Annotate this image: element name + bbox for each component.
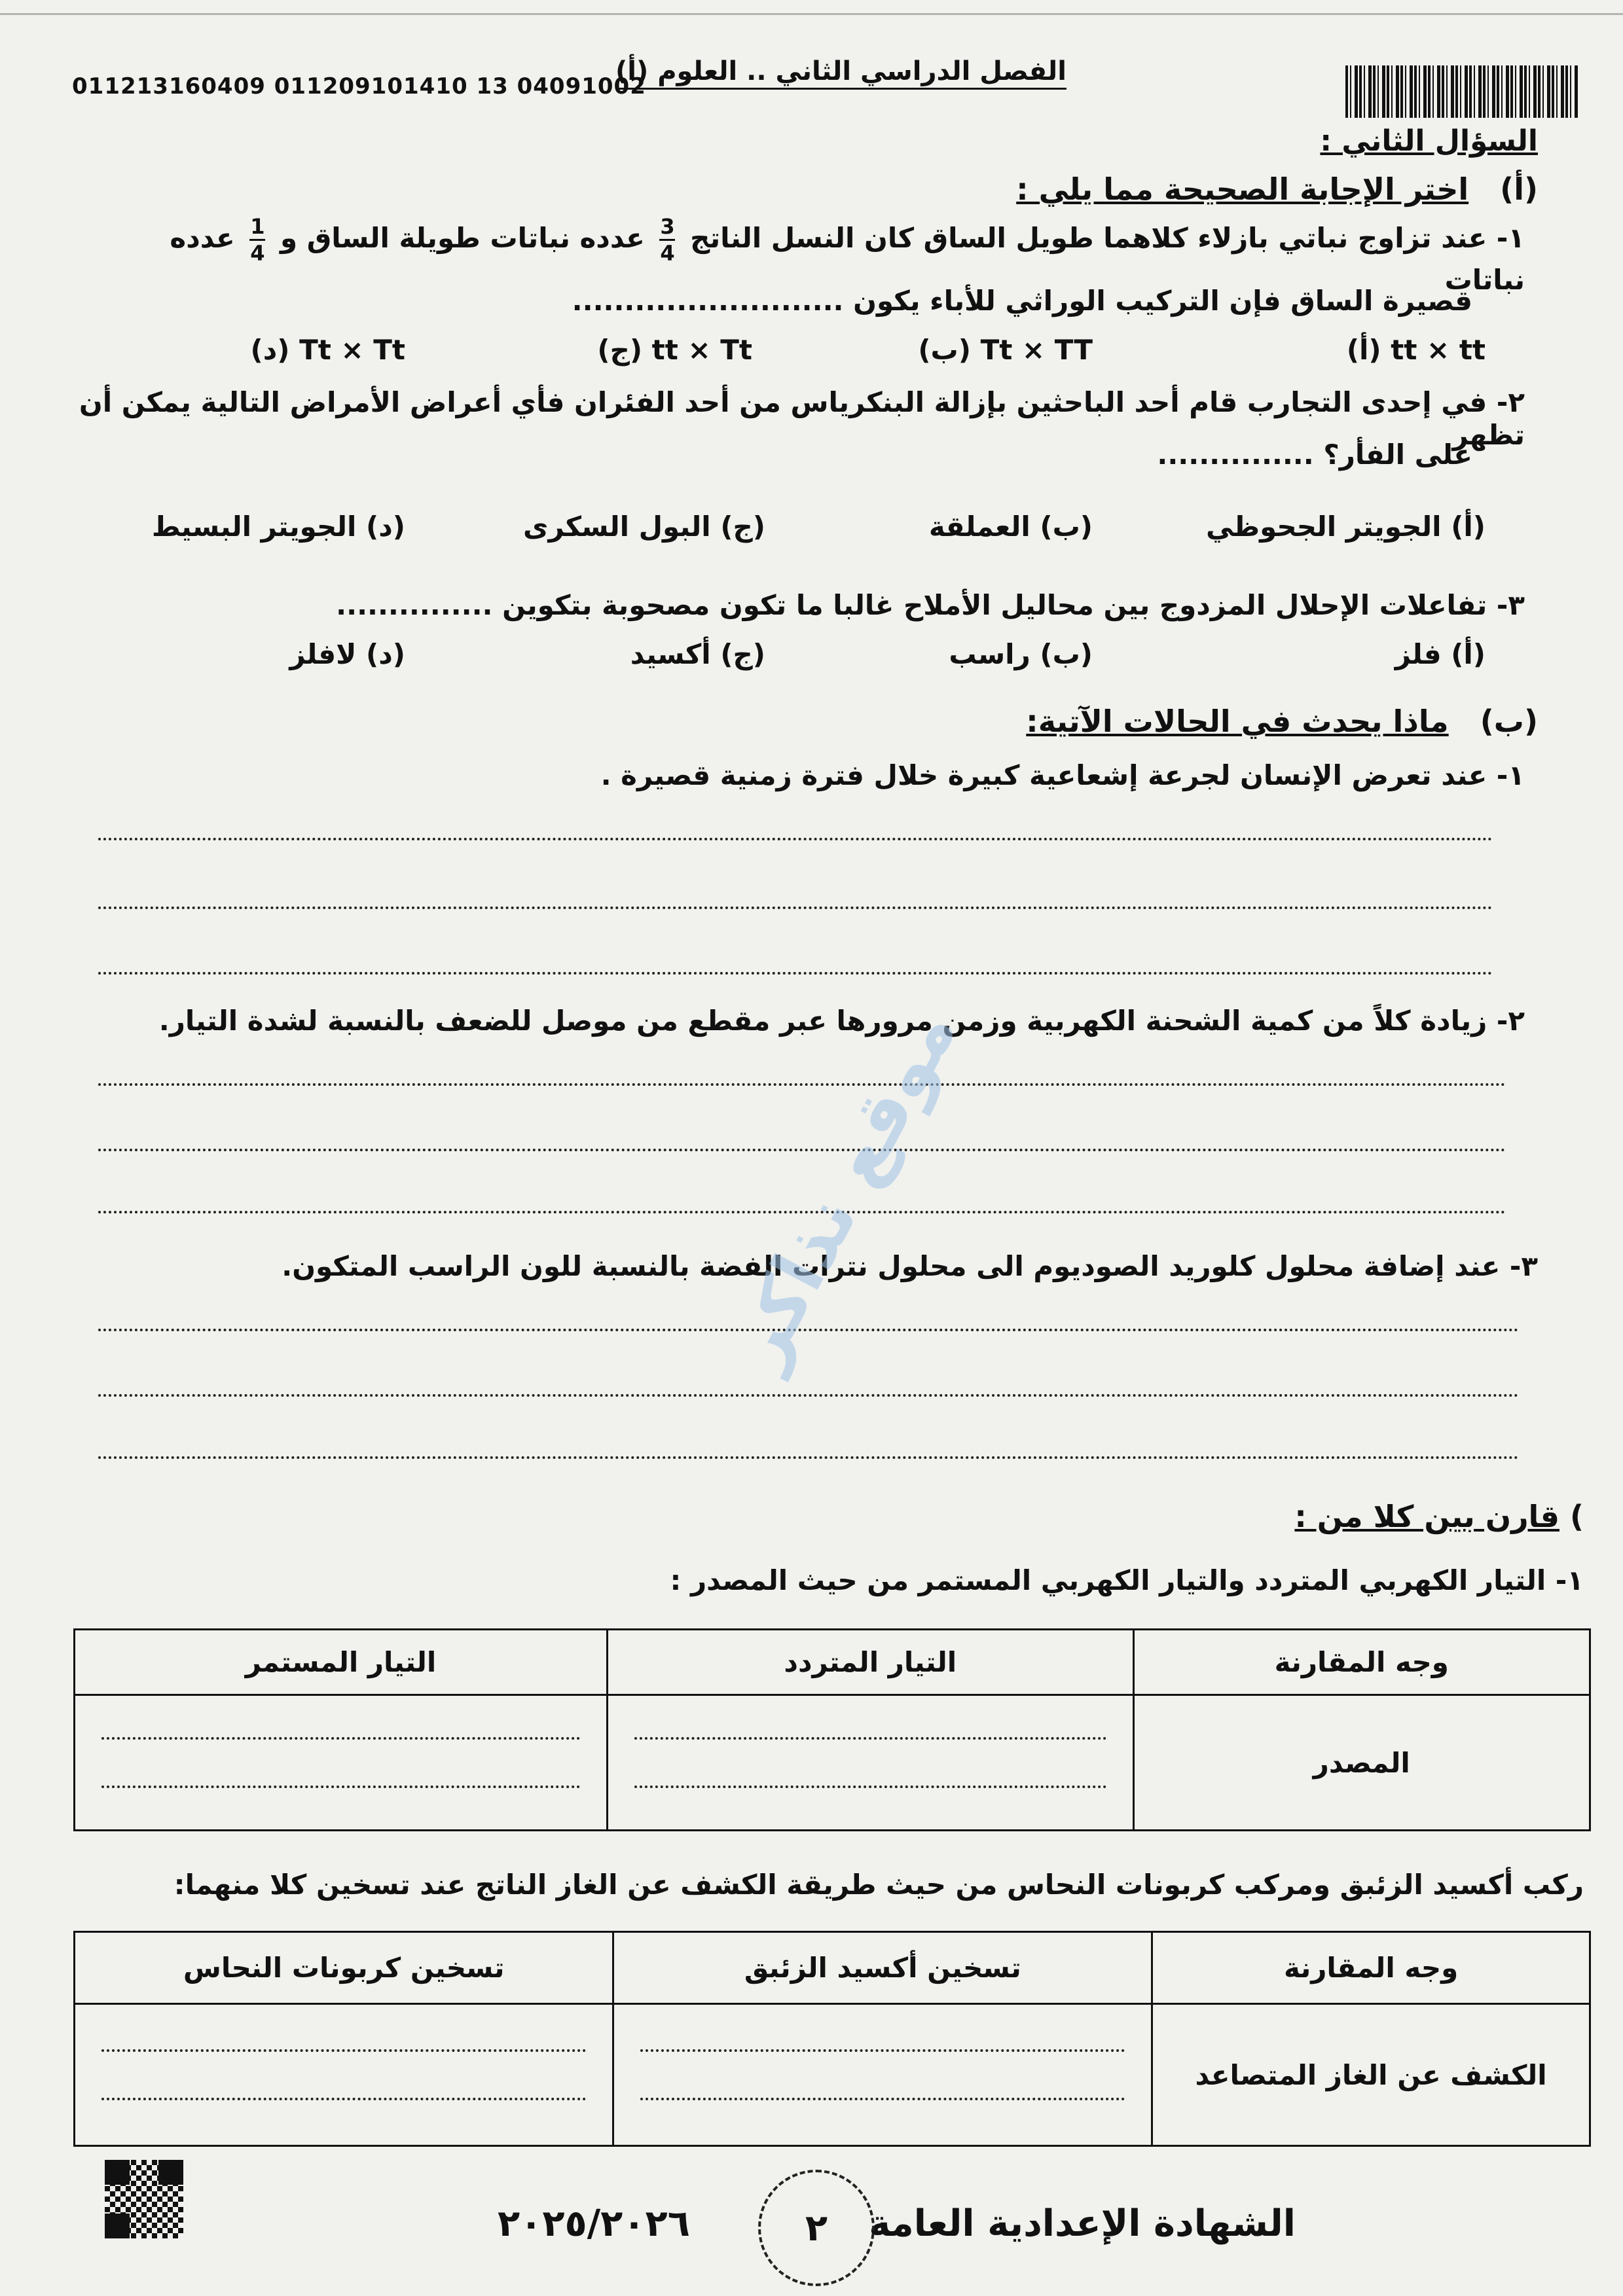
q-text: في إحدى التجارب قام أحد الباحثين بإزالة البنكرياس من أحد الفئران فأي أعراض الأمراض التالية يمكن أن تظهر [79, 386, 1525, 452]
part-c-label: ) [1569, 1499, 1584, 1534]
part-b-item-2: ٢- زيادة كلاً من كمية الشحنة الكهربية وزمن مرورها عبر مقطع من موصل للضعف بالنسبة لشدة التيار. [158, 1005, 1525, 1037]
option-a2-c[interactable]: (ج) البول السكرى [523, 511, 765, 543]
answer-cell[interactable] [613, 2004, 1152, 2146]
seat-code: 011213160409 011209101410 13 04091002 [72, 73, 646, 99]
answer-cell[interactable] [608, 1695, 1133, 1831]
part-b-label: (ب) [1480, 704, 1538, 739]
certificate-title: الشهادة الإعدادية العامة [869, 2202, 1296, 2245]
scan-edge-line [0, 13, 1623, 15]
answer-line[interactable] [98, 838, 1493, 840]
table-header: تسخين أكسيد الزئبق [613, 1932, 1152, 2004]
table-header: التيار المتردد [608, 1630, 1133, 1695]
page-number: ٢ [758, 2170, 875, 2286]
q-text: عند تزاوج نباتي بازلاء كلاهما طويل الساق كان النسل الناتج [690, 222, 1487, 254]
fraction-one-quarter: $\frac{1}{4}$ [250, 214, 265, 266]
part-c-q1: ١- التيار الكهربي المتردد والتيار الكهربي المستمر من حيث المصدر : [670, 1564, 1584, 1596]
exam-header-title: الفصل الدراسي الثاني .. العلوم (أ) [615, 56, 1067, 90]
option-a2-b[interactable]: (ب) العملقة [928, 511, 1093, 543]
part-a-heading [1016, 171, 1538, 207]
question-a3 [71, 589, 1525, 622]
academic-year: ٢٠٢٥/٢٠٢٦ [498, 2202, 690, 2245]
answer-line[interactable] [98, 1083, 1506, 1086]
option-a1-b[interactable]: (ب) Tt × TT [918, 334, 1093, 366]
part-b-heading [1026, 704, 1538, 739]
table-header: وجه المقارنة [1152, 1932, 1590, 2004]
comparison-table-gas [73, 1931, 1591, 2147]
part-c-q2: ركب أكسيد الزئبق ومركب كربونات النحاس من حيث طريقة الكشف عن الغاز الناتج عند تسخين كلا منهما: [173, 1869, 1584, 1901]
q-number: ٣- [1496, 589, 1525, 621]
q-text: عدده نباتات طويلة الساق و [280, 222, 645, 254]
answer-line[interactable] [98, 1149, 1506, 1151]
part-b-item-1: ١- عند تعرض الإنسان لجرعة إشعاعية كبيرة خلال فترة زمنية قصيرة . [600, 759, 1525, 791]
q-text: تفاعلات الإحلال المزدوج بين محاليل الأملاح غالبا ما تكون مصحوبة بتكوين ............... [336, 589, 1487, 621]
answer-cell[interactable] [75, 2004, 613, 2146]
option-a1-c[interactable]: (ج) tt × Tt [597, 334, 752, 366]
table-header: التيار المستمر [75, 1630, 608, 1695]
row-label: الكشف عن الغاز المتصاعد [1152, 2004, 1590, 2146]
question-a1-line2: قصيرة الساق فإن التركيب الوراثي للأباء يكون .......................... [572, 285, 1472, 317]
answer-cell[interactable] [75, 1695, 608, 1831]
row-label: المصدر [1133, 1695, 1590, 1831]
q-text: عدده نباتات [170, 222, 1525, 296]
option-a1-a[interactable]: (أ) tt × tt [1346, 334, 1486, 366]
answer-line[interactable] [98, 1456, 1519, 1459]
question-a2-line2: على الفأر؟ ............... [1157, 439, 1472, 471]
table-header: تسخين كربونات النحاس [75, 1932, 613, 2004]
barcode-icon [1345, 65, 1578, 118]
q-number: ٢- [1496, 386, 1525, 418]
part-b-title: ماذا يحدث في الحالات الآتية: [1026, 704, 1449, 739]
option-a2-a[interactable]: (أ) الجويتر الجحوظي [1206, 511, 1486, 543]
option-a3-b[interactable]: (ب) راسب [949, 638, 1093, 670]
option-a2-d[interactable]: (د) الجويتر البسيط [151, 511, 405, 543]
answer-line[interactable] [98, 906, 1493, 909]
qr-code-icon [105, 2160, 183, 2238]
table-header: وجه المقارنة [1133, 1630, 1590, 1695]
part-b-item-3: ٣- عند إضافة محلول كلوريد الصوديوم الى محلول نترات الفضة بالنسبة للون الراسب المتكون. [282, 1250, 1538, 1282]
option-a1-d[interactable]: (د) Tt × Tt [250, 334, 405, 366]
option-a3-a[interactable]: (أ) فلز [1395, 638, 1486, 670]
option-a3-c[interactable]: (ج) أكسيد [630, 638, 765, 670]
option-a3-d[interactable]: (د) لافلز [289, 638, 405, 670]
part-c-heading [1294, 1499, 1584, 1534]
answer-line[interactable] [98, 972, 1493, 975]
part-a-label: (أ) [1500, 171, 1538, 207]
site-watermark: موقع نذاكر [714, 995, 973, 1380]
comparison-table-current [73, 1628, 1591, 1831]
part-c-title: قارن بين كلا من : [1294, 1499, 1559, 1534]
answer-line[interactable] [98, 1394, 1519, 1397]
fraction-three-quarters: $\frac{3}{4}$ [660, 214, 675, 266]
part-a-title: اختر الإجابة الصحيحة مما يلي : [1016, 171, 1469, 207]
question-title: السؤال الثاني : [1320, 124, 1538, 158]
q-number: ١- [1496, 222, 1525, 254]
